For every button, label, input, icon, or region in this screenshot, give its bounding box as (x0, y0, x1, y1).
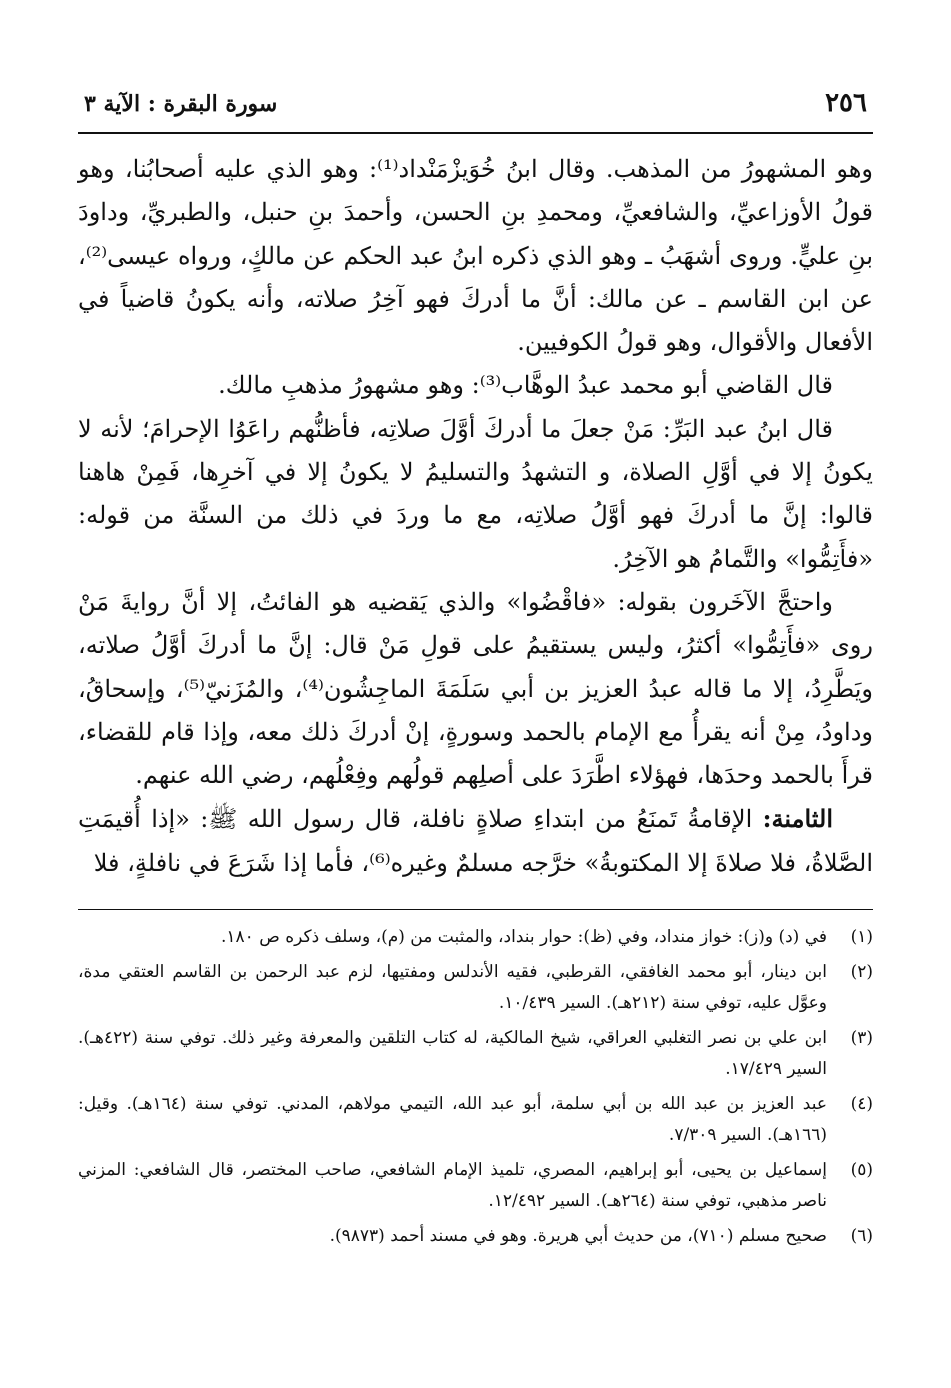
footnote-text: صحيح مسلم (٧١٠)، من حديث أبي هريرة. وهو في مسند أحمد (٩٨٧٣). (329, 1226, 827, 1247)
footnote (78, 1023, 873, 1085)
paragraph (78, 581, 873, 797)
paragraph (78, 408, 873, 581)
footnote-number: (٦) (850, 1226, 873, 1247)
paragraph-text: واحتجَّ الآخَرون بقوله: «فاقْضُوا» والذي يَقضيه هو الفائتُ، إلا أنَّ روايةَ مَنْ روى «فأَتِمُّوا» أكثرُ، وليس يستقيمُ على قولِ مَنْ قال: إنَّ ما أدركَ أوَّلُ صلاته، ويَطَّرِدُ، إلا ما قاله عبدُ العزيز بن أبي سَلَمَةَ الماجِشُون⁽⁴⁾، والمُزَنيّ⁽⁵⁾، وإسحاقُ، وداودُ، مِنْ أنه يقرأُ مع الإمام بالحمد وسورةٍ، إنْ أدركَ ذلك معه، وإذا قام للقضاء، قرأَ بالحمد وحدَها، فهؤلاء اطَّرَدَ على أصلِهم قولُهم وفِعْلُهم، رضي الله عنهم. (78, 587, 874, 790)
footnote-number: (١) (850, 927, 873, 948)
footnote-number: (٣) (850, 1028, 873, 1049)
footnote (78, 1221, 873, 1252)
paragraph-text: قال ابنُ عبد البَرِّ: مَنْ جعلَ ما أدركَ أوَّلَ صلاتِه، فأظنُّهم راعَوُا الإحرامَ؛ لأنه لا يكونُ إلا في أوَّلِ الصلاة، و التشهدُ والتسليمُ لا يكونُ إلا في آخرِها، فَمِنْ هاهنا قالوا: إنَّ ما أدركَ فهو أوَّلُ صلاتِه، مع ما وردَ في ذلك من السنَّة من قوله: «فأَتِمُّوا» والتَّمامُ هو الآخِرُ. (78, 414, 873, 573)
footnote-number: (٤) (850, 1094, 873, 1115)
paragraph-text: وهو المشهورُ من المذهب. وقال ابنُ خُوَيزْمَنْداد⁽¹⁾: وهو الذي عليه أصحابُنا، وهو قولُ الأوزاعيِّ، والشافعيِّ، ومحمدِ بنِ الحسن، وأحمدَ بنِ حنبل، والطبريِّ، وداودَ بنِ عليٍّ. وروى أشهَبُ ـ وهو الذي ذكره ابنُ عبد الحكم عن مالكٍ، ورواه عيسى⁽²⁾، عن ابن القاسم ـ عن مالك: أنَّ ما أدركَ فهو آخِرُ صلاته، وأنه يكونُ قاضياً في الأفعال والأقوال، وهو قولُ الكوفيين. (78, 155, 873, 357)
footnote-number: (٥) (850, 1160, 873, 1181)
footnote (78, 1155, 873, 1217)
footnotes (78, 922, 873, 1252)
footnote (78, 1089, 873, 1151)
paragraph (78, 364, 873, 407)
footnote-text: في (د) و(ز): خواز منداد، وفي (ظ): حوار بنداد، والمثبت من (م)، وسلف ذكره ص ١٨٠. (221, 927, 827, 948)
footnote-divider (78, 909, 873, 910)
footnote-text: إسماعيل بن يحيى، أبو إبراهيم، المصري، تلميذ الإمام الشافعي، صاحب المختصر، قال الشافعي: المزني ناصر مذهبي، توفي سنة (٢٦٤هـ). السير ١٢/٤٩٢. (78, 1160, 827, 1212)
paragraph-text: قال القاضي أبو محمد عبدُ الوهَّاب⁽³⁾: وهو مشهورُ مذهبِ مالك. (218, 371, 833, 400)
page-number: ٢٥٦ (825, 88, 867, 118)
book-page (78, 88, 873, 1368)
main-text (78, 148, 873, 885)
paragraph (78, 148, 873, 364)
footnote (78, 922, 873, 953)
footnote (78, 957, 873, 1019)
footnote-text: ابن دينار، أبو محمد الغافقي، القرطبي، فقيه الأندلس ومفتيها، لزم عبد الرحمن بن القاسم العتقي مدة، وعوَّل عليه، توفي سنة (٢١٢هـ). السير ١٠/٤٣٩. (78, 962, 827, 1014)
running-title: سورة البقرة : الآية ٣ (84, 91, 278, 117)
footnote-number: (٢) (850, 962, 873, 983)
footnote-text: ابن علي بن نصر التغلبي العراقي، شيخ المالكية، له كتاب التلقين والمعرفة وغير ذلك. توفي سنة (٤٢٢هـ). السير ١٧/٤٢٩. (78, 1028, 827, 1080)
paragraph-text: الإقامةُ تَمنَعُ من ابتداءِ صلاةٍ نافلة، قال رسول الله ﷺ: «إذا أُقيمَتِ الصَّلاةُ، فلا صلاةَ إلا المكتوبةُ» خرَّجه مسلمٌ وغيره⁽⁶⁾، فأما إذا شَرَعَ في نافلةٍ، فلا (78, 805, 873, 877)
header-divider (78, 132, 873, 134)
footnote-text: عبد العزيز بن عبد الله بن أبي سلمة، أبو عبد الله، التيمي مولاهم، المدني. توفي سنة (١٦٤هـ). وقيل: (١٦٦هـ). السير ٧/٣٠٩. (78, 1094, 827, 1146)
paragraph (78, 797, 873, 885)
section-lead: الثامنة: (762, 804, 833, 834)
page-header (78, 88, 873, 128)
